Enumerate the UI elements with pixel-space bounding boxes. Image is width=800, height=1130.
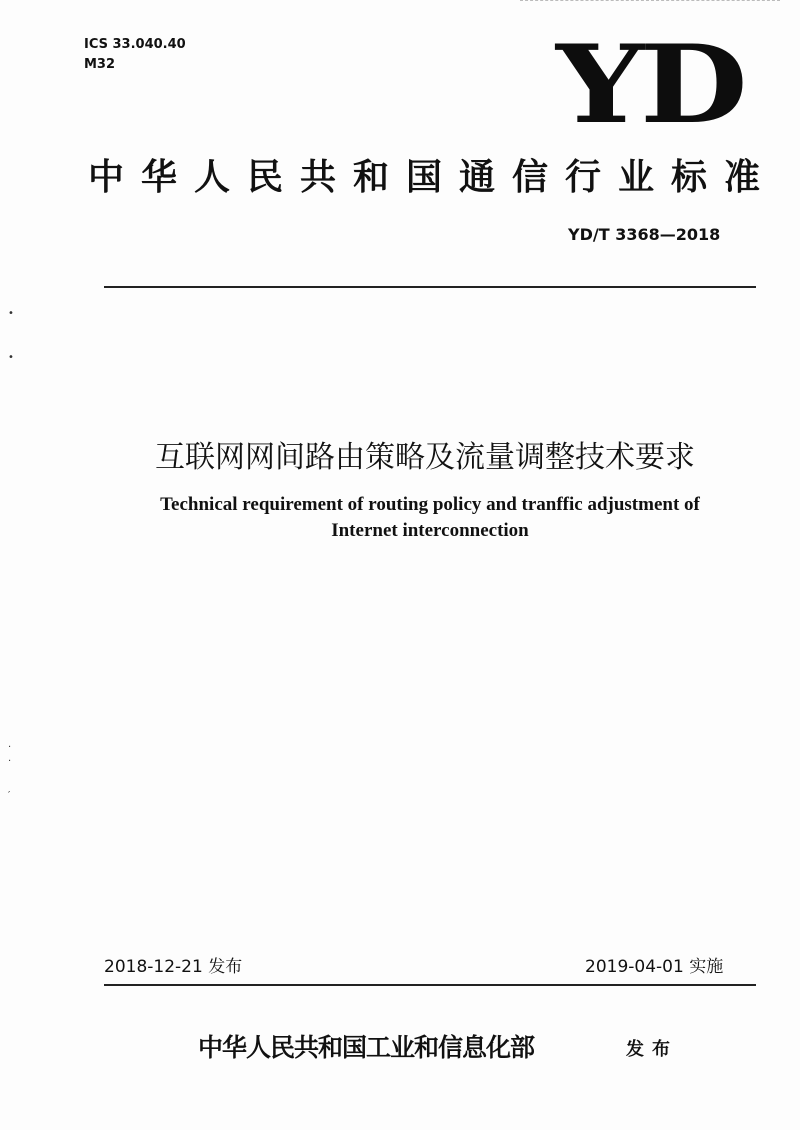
scan-edge-mark: [520, 0, 780, 4]
margin-tick-mark: ′: [8, 790, 11, 801]
margin-dot-mark: ·: [8, 756, 12, 767]
margin-dot-mark: •: [8, 352, 14, 363]
yd-logo: YD: [556, 22, 744, 148]
publisher-name: 中华人民共和国工业和信息化部: [198, 1033, 535, 1062]
ics-code: ICS 33.040.40: [84, 37, 186, 52]
english-title-line-2: Internet interconnection: [331, 520, 529, 541]
top-divider-line: [104, 286, 756, 288]
standard-category-title: 中华人民共和国通信行业标准: [88, 157, 778, 198]
implementation-date: 2019-04-01 实施: [585, 957, 724, 977]
classification-codes: [84, 35, 186, 75]
document-title-english: [60, 492, 800, 544]
publish-label: 发布: [626, 1039, 678, 1060]
issue-date: 2018-12-21 发布: [104, 957, 243, 977]
margin-dot-mark: ·: [8, 742, 12, 753]
ccs-code: M32: [84, 57, 116, 72]
document-title-chinese: 互联网网间路由策略及流量调整技术要求: [155, 440, 695, 475]
bottom-divider-line: [104, 984, 756, 986]
margin-dot-mark: •: [8, 308, 14, 319]
standard-number: YD/T 3368—2018: [568, 225, 721, 244]
english-title-line-1: Technical requirement of routing policy and tranffic adjustment of: [160, 494, 700, 515]
